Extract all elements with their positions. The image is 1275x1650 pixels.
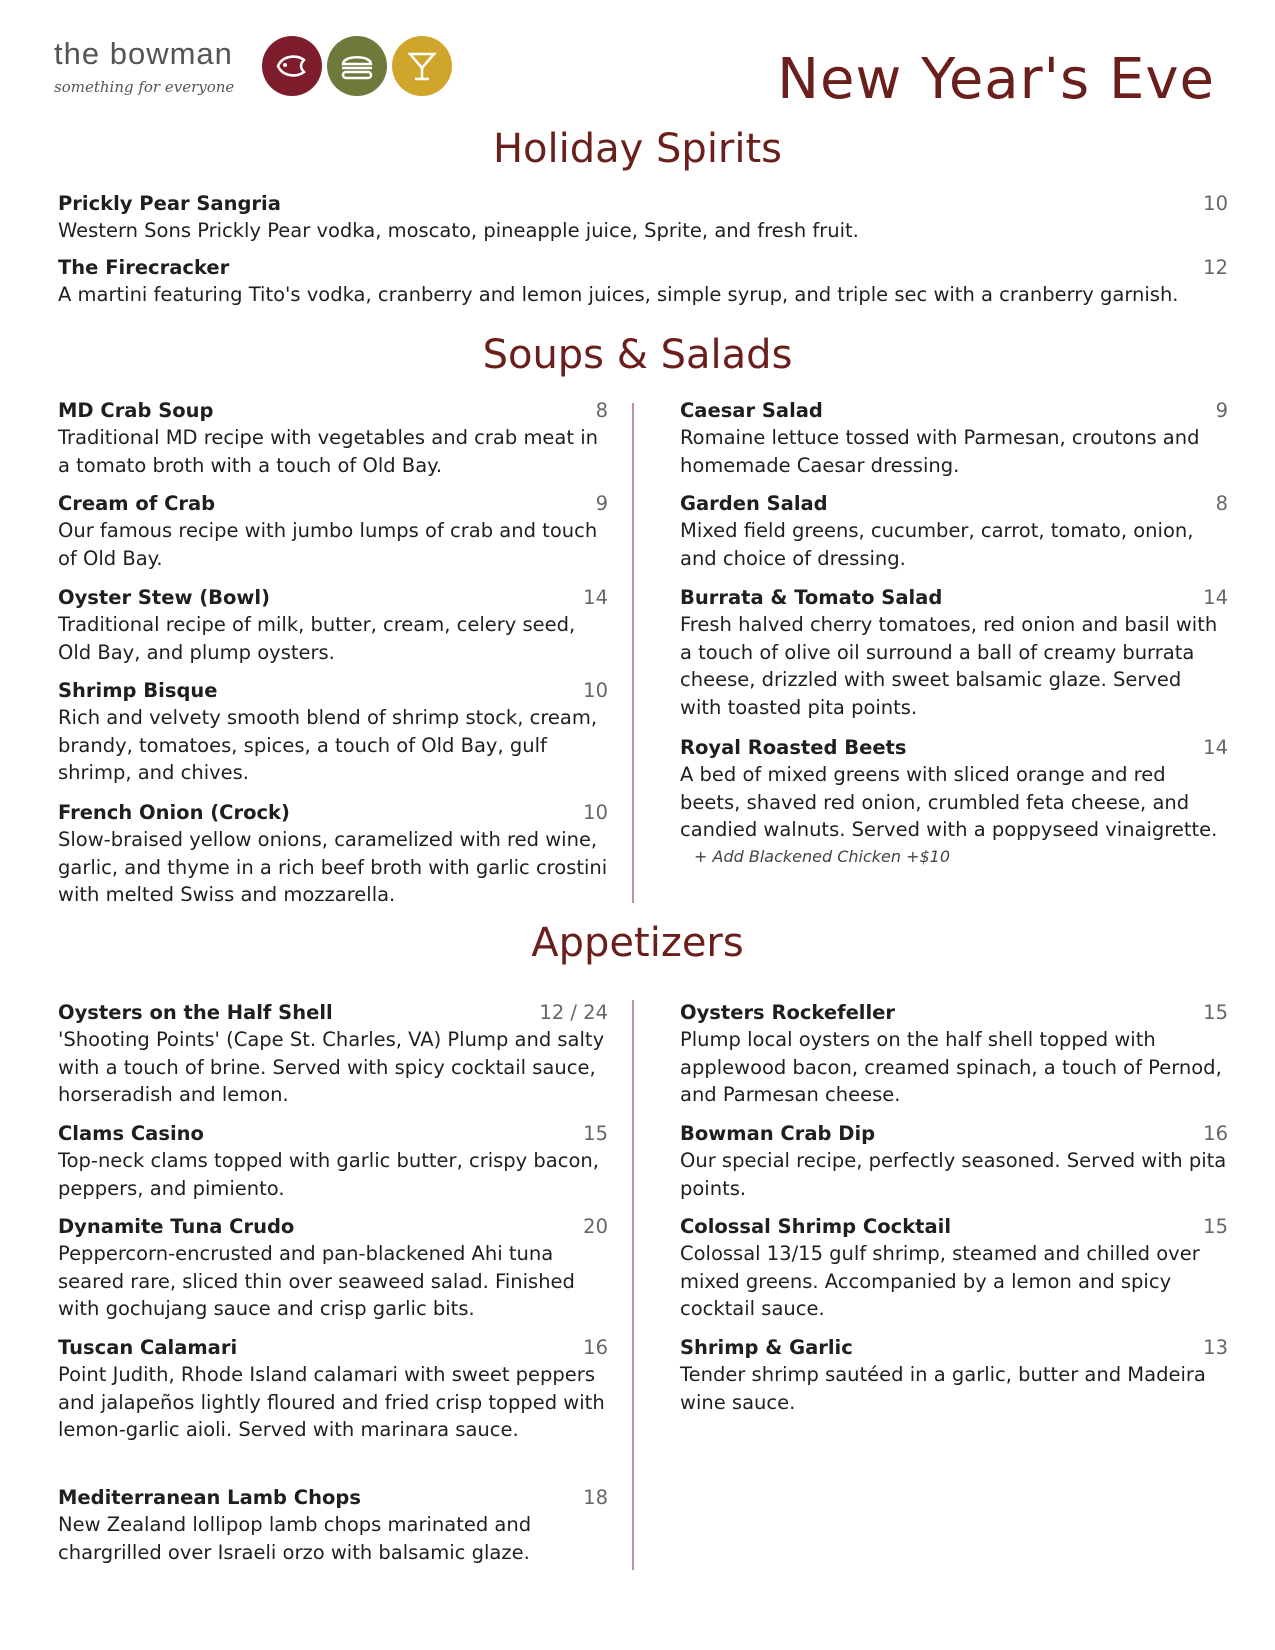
item-name: Oyster Stew (Bowl) — [58, 586, 271, 609]
item-description: A martini featuring Tito's vodka, cranberry and lemon juices, simple syrup, and triple sec with a cranberry garnish. — [58, 283, 1179, 306]
item-name: Oysters on the Half Shell — [58, 1001, 333, 1024]
item-price: 9 — [595, 492, 608, 515]
item-description: Point Judith, Rhode Island calamari with sweet peppers and jalapeños lightly floured and fried crisp topped with lemon-garlic aioli. Served with marinara sauce. — [58, 1363, 605, 1441]
item-description: Fresh halved cherry tomatoes, red onion and basil with a touch of olive oil surround a ball of creamy burrata cheese, drizzled with sweet balsamic glaze. Served with toasted pita points. — [680, 613, 1218, 719]
item-name: Bowman Crab Dip — [680, 1122, 876, 1145]
item-name: Oysters Rockefeller — [680, 1001, 896, 1024]
item-description: Tender shrimp sautéed in a garlic, butter and Madeira wine sauce. — [680, 1363, 1206, 1414]
item-name: Burrata & Tomato Salad — [680, 586, 943, 609]
item-description: Rich and velvety smooth blend of shrimp stock, cream, brandy, tomatoes, spices, a touch of Old Bay, gulf shrimp, and chives. — [58, 706, 598, 784]
menu-item — [58, 1213, 608, 1323]
item-description: Romaine lettuce tossed with Parmesan, croutons and homemade Caesar dressing. — [680, 426, 1200, 477]
column-divider — [632, 1000, 634, 1570]
item-price: 10 — [1203, 192, 1228, 215]
item-description: Peppercorn-encrusted and pan-blackened Ahi tuna seared rare, sliced thin over seaweed salad. Finished with gochujang sauce and crisp garlic bits. — [58, 1242, 575, 1320]
item-name: MD Crab Soup — [58, 399, 214, 422]
item-name: Caesar Salad — [680, 399, 823, 422]
item-price: 20 — [583, 1215, 608, 1238]
item-price: 13 — [1203, 1336, 1228, 1359]
item-description: New Zealand lollipop lamb chops marinated and chargrilled over Israeli orzo with balsamic glaze. — [58, 1513, 532, 1564]
item-price: 16 — [583, 1336, 608, 1359]
menu-item — [58, 190, 1228, 245]
item-description: Traditional recipe of milk, butter, cream, celery seed, Old Bay, and plump oysters. — [58, 613, 576, 664]
menu-item — [680, 1213, 1228, 1323]
item-price: 10 — [583, 679, 608, 702]
item-name: French Onion (Crock) — [58, 801, 290, 824]
item-price: 12 / 24 — [539, 1001, 608, 1024]
item-price: 16 — [1203, 1122, 1228, 1145]
menu-item — [58, 1120, 608, 1202]
item-description: Plump local oysters on the half shell topped with applewood bacon, creamed spinach, a touch of Pernod, and Parmesan cheese. — [680, 1028, 1222, 1106]
item-price: 15 — [1203, 1001, 1228, 1024]
menu-item — [680, 999, 1228, 1109]
item-name: Colossal Shrimp Cocktail — [680, 1215, 952, 1238]
item-name: Tuscan Calamari — [58, 1336, 238, 1359]
brand-tagline: something for everyone — [54, 78, 235, 96]
item-name: Mediterranean Lamb Chops — [58, 1486, 361, 1509]
item-description: A bed of mixed greens with sliced orange and red beets, shaved red onion, crumbled feta cheese, and candied walnuts. Served with a poppyseed vinaigrette. — [680, 763, 1218, 841]
menu-item — [58, 1484, 608, 1566]
item-addon: + Add Blackened Chicken +$10 — [694, 846, 951, 866]
item-description: Our special recipe, perfectly seasoned. Served with pita points. — [680, 1149, 1227, 1200]
item-name: Prickly Pear Sangria — [58, 192, 281, 215]
item-name: Shrimp Bisque — [58, 679, 218, 702]
section-heading-spirits: Holiday Spirits — [492, 126, 783, 172]
page-title: New Year's Eve — [777, 47, 1215, 112]
menu-item — [58, 397, 608, 479]
brand-name: the bowman — [54, 36, 233, 71]
section-heading-soups-salads: Soups & Salads — [482, 332, 793, 378]
item-description: 'Shooting Points' (Cape St. Charles, VA) Plump and salty with a touch of brine. Served with spicy cocktail sauce, horseradish and lemon. — [58, 1028, 605, 1106]
menu-item — [680, 1334, 1228, 1416]
item-price: 14 — [1203, 586, 1228, 609]
item-price: 10 — [583, 801, 608, 824]
menu-item — [680, 490, 1228, 572]
menu-item — [58, 677, 608, 787]
item-description: Traditional MD recipe with vegetables and crab meat in a tomato broth with a touch of Old Bay. — [58, 426, 599, 477]
menu-item — [58, 799, 608, 909]
menu-item — [680, 734, 1228, 870]
seafood-icon — [262, 36, 322, 96]
section-heading-appetizers: Appetizers — [531, 920, 744, 966]
menu-item — [58, 490, 608, 572]
item-description: Slow-braised yellow onions, caramelized with red wine, garlic, and thyme in a rich beef broth with garlic crostini with melted Swiss and mozzarella. — [58, 828, 608, 906]
menu-item — [58, 584, 608, 666]
item-name: Garden Salad — [680, 492, 828, 515]
item-price: 15 — [583, 1122, 608, 1145]
item-description: Colossal 13/15 gulf shrimp, steamed and chilled over mixed greens. Accompanied by a lemon and spicy cocktail sauce. — [680, 1242, 1200, 1320]
menu-item — [58, 254, 1228, 309]
item-price: 8 — [595, 399, 608, 422]
item-name: Clams Casino — [58, 1122, 204, 1145]
item-name: Dynamite Tuna Crudo — [58, 1215, 295, 1238]
menu-item — [680, 1120, 1228, 1202]
item-description: Western Sons Prickly Pear vodka, moscato, pineapple juice, Sprite, and fresh fruit. — [58, 219, 859, 242]
menu-item — [680, 584, 1228, 721]
item-price: 15 — [1203, 1215, 1228, 1238]
cocktail-icon — [392, 36, 452, 96]
brand-logo — [54, 36, 464, 108]
item-name: The Firecracker — [58, 256, 230, 279]
burger-icon — [327, 36, 387, 96]
item-name: Shrimp & Garlic — [680, 1336, 853, 1359]
item-description: Mixed field greens, cucumber, carrot, tomato, onion, and choice of dressing. — [680, 519, 1194, 570]
item-price: 9 — [1215, 399, 1228, 422]
item-price: 18 — [583, 1486, 608, 1509]
item-description: Top-neck clams topped with garlic butter, crispy bacon, peppers, and pimiento. — [58, 1149, 599, 1200]
item-price: 8 — [1215, 492, 1228, 515]
item-price: 14 — [1203, 736, 1228, 759]
item-description: Our famous recipe with jumbo lumps of crab and touch of Old Bay. — [58, 519, 598, 570]
item-name: Cream of Crab — [58, 492, 216, 515]
column-divider — [632, 403, 634, 903]
menu-item — [58, 999, 608, 1109]
item-price: 14 — [583, 586, 608, 609]
menu-item — [680, 397, 1228, 479]
item-name: Royal Roasted Beets — [680, 736, 907, 759]
menu-item — [58, 1334, 608, 1444]
item-price: 12 — [1203, 256, 1228, 279]
